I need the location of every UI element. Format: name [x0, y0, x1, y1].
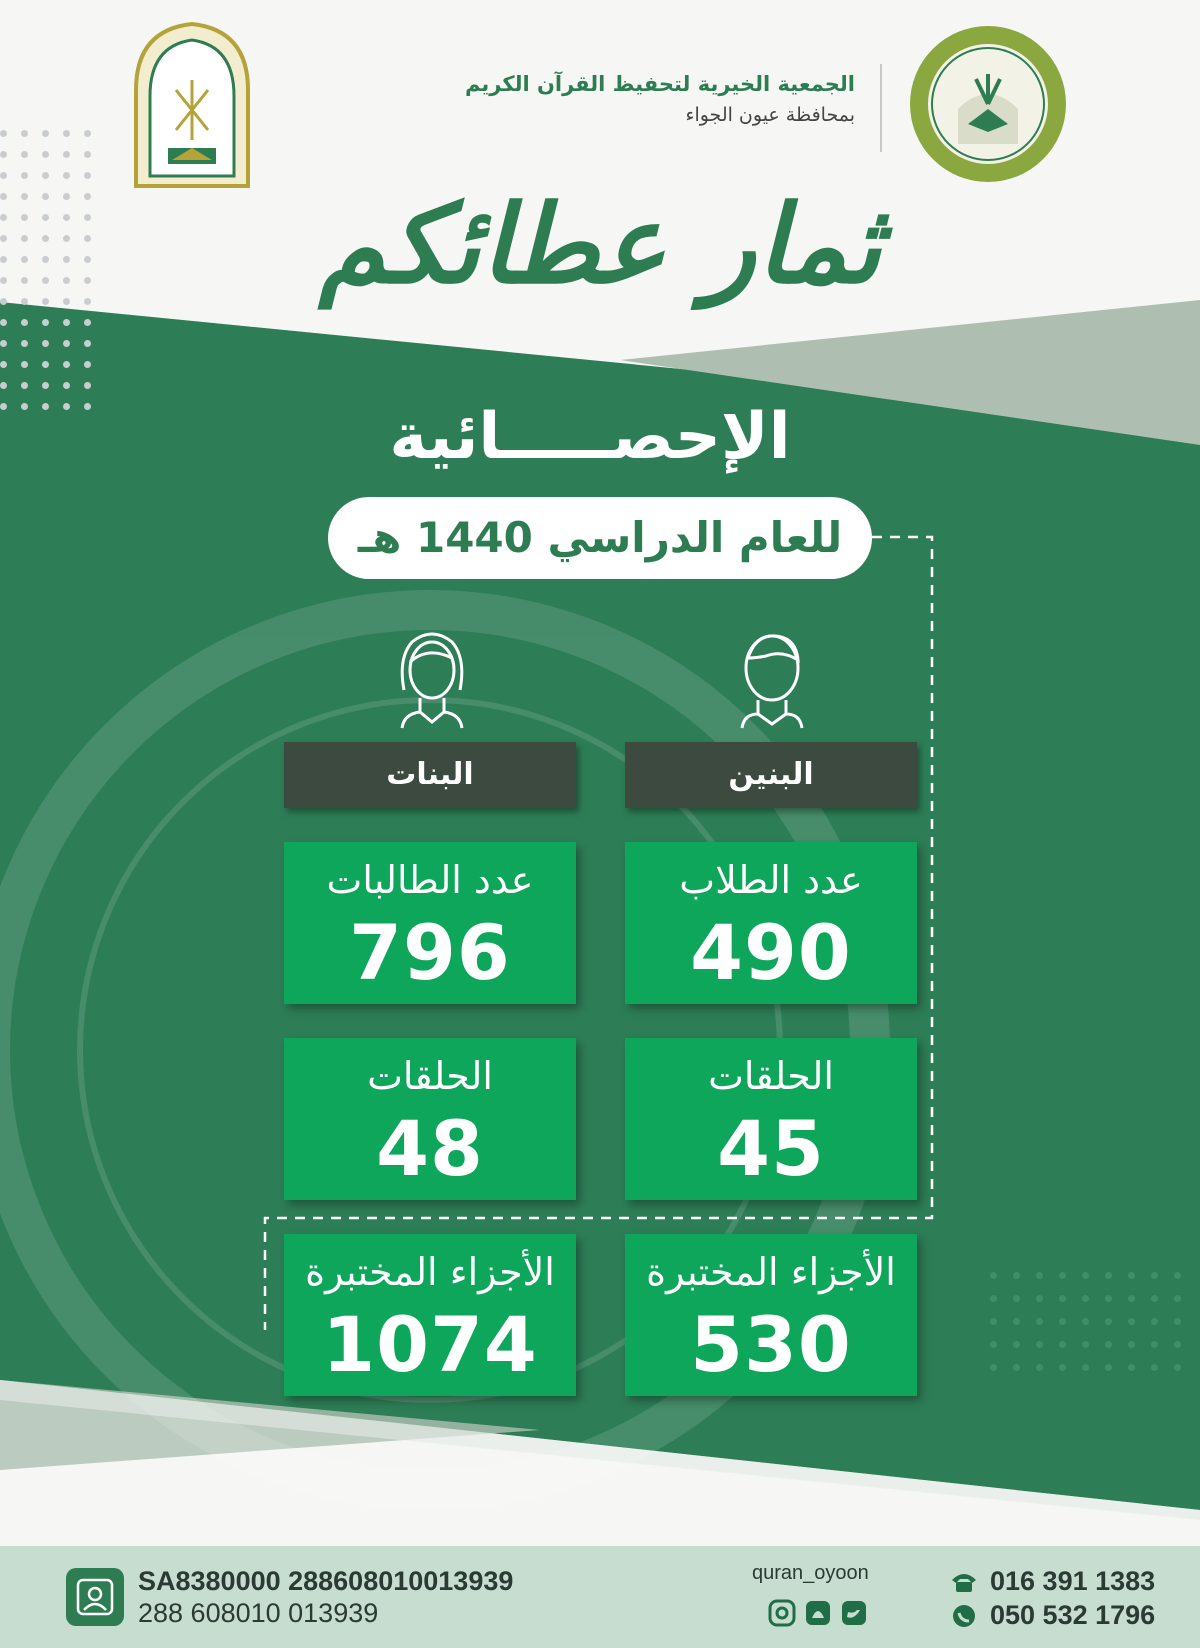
org-location: بمحافظة عيون الجواء	[685, 104, 855, 126]
girls-parts-card	[284, 1234, 576, 1396]
boys-circles-value: 45	[717, 1104, 825, 1193]
association-logo	[908, 24, 1068, 184]
org-name-block	[465, 72, 855, 126]
girls-parts-label: الأجزاء المختبرة	[305, 1250, 555, 1294]
boys-circles-label: الحلقات	[708, 1054, 834, 1098]
boy-icon	[736, 628, 808, 732]
boys-parts-label: الأجزاء المختبرة	[646, 1250, 896, 1294]
boys-parts-value: 530	[690, 1300, 852, 1389]
boys-header: البنين	[625, 742, 917, 808]
girls-students-value: 796	[349, 908, 511, 997]
twitter-icon	[842, 1601, 866, 1625]
hero-title: ثمار عطائكم	[318, 182, 882, 308]
phone-number[interactable]: 016 391 1383	[990, 1566, 1156, 1596]
iban-line1: SA8380000 288608010013939	[138, 1566, 514, 1596]
boys-students-card	[625, 842, 917, 1004]
whatsapp-number[interactable]: 050 532 1796	[990, 1600, 1156, 1630]
ministry-logo	[128, 20, 256, 188]
dot-grid-left	[0, 130, 91, 410]
bank-account-icon	[66, 1568, 124, 1626]
boys-parts-card	[625, 1234, 917, 1396]
whatsapp-icon	[951, 1603, 977, 1629]
girls-students-card	[284, 842, 576, 1004]
header-divider	[880, 64, 882, 152]
instagram-icon	[770, 1601, 794, 1625]
girls-circles-label: الحلقات	[367, 1054, 493, 1098]
boys-students-value: 490	[690, 908, 852, 997]
girls-parts-value: 1074	[322, 1300, 538, 1389]
boys-circles-card	[625, 1038, 917, 1200]
girls-header: البنات	[284, 742, 576, 808]
boys-students-label: عدد الطلاب	[679, 858, 863, 902]
social-icons	[768, 1598, 874, 1628]
phone-icon	[950, 1570, 978, 1594]
stats-title: الإحصـــــائية	[389, 400, 791, 474]
org-name: الجمعية الخيرية لتحفيظ القرآن الكريم	[464, 72, 855, 96]
year-pill: للعام الدراسي 1440 هـ	[328, 497, 872, 579]
footer	[0, 1546, 1200, 1648]
iban-line2: 288 608010 013939	[138, 1598, 379, 1628]
girls-circles-card	[284, 1038, 576, 1200]
dot-grid-right	[990, 1272, 1181, 1371]
girls-students-label: عدد الطالبات	[326, 858, 534, 902]
girls-circles-value: 48	[376, 1104, 484, 1193]
snapchat-icon	[806, 1601, 830, 1625]
girl-icon	[394, 628, 470, 732]
social-handle[interactable]: quran_oyoon	[752, 1562, 869, 1584]
